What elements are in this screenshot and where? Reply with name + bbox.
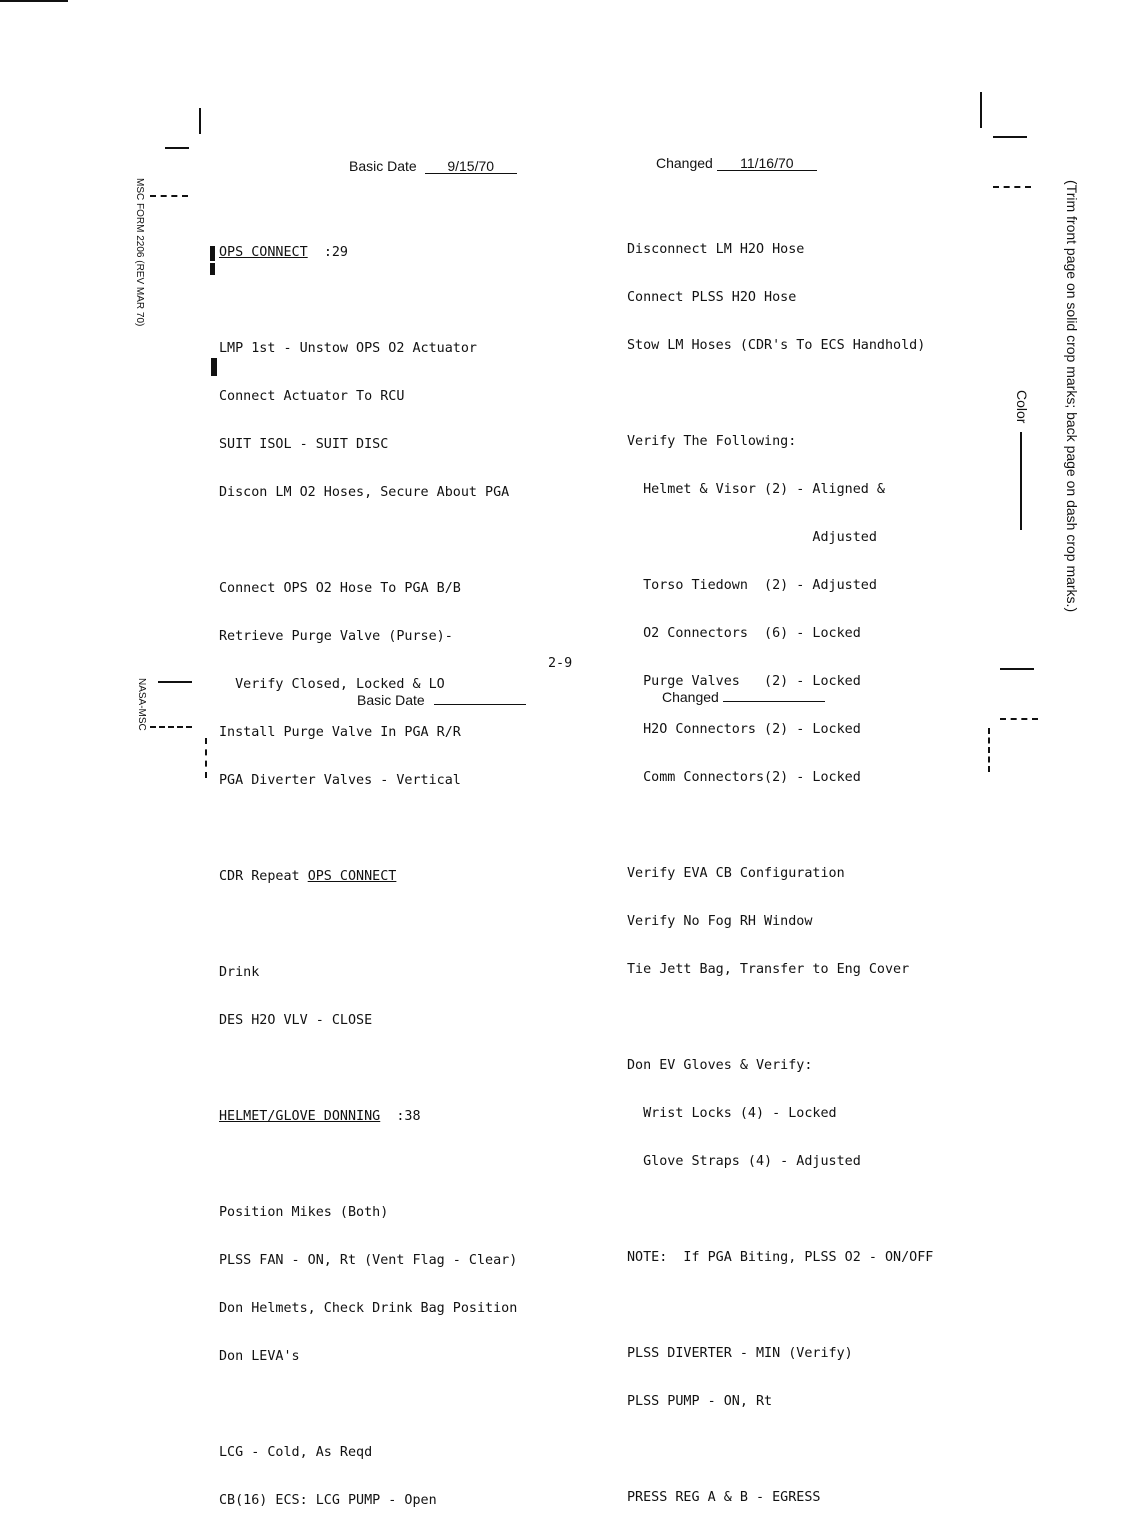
list-item: Connect Actuator To RCU <box>219 389 405 404</box>
cdr-repeat-line <box>219 869 517 885</box>
changed-label: Changed <box>656 155 713 171</box>
list-item: SUIT ISOL - SUIT DISC <box>219 437 389 452</box>
ops-connect-heading <box>219 245 517 261</box>
list-item: PLSS FAN - ON, Rt (Vent Flag - Clear) <box>219 1253 518 1268</box>
form-id: MSC FORM 2206 (REV MAR 70) <box>134 178 145 327</box>
changed-value: 11/16/70 <box>717 157 817 171</box>
crop-mark-dash <box>150 726 192 728</box>
header-changed <box>656 155 817 171</box>
list-item: Glove Straps (4) - Adjusted <box>627 1154 861 1169</box>
change-bar <box>210 246 215 261</box>
change-bar <box>210 263 215 275</box>
list-item: LMP 1st - Unstow OPS O2 Actuator <box>219 341 477 356</box>
list-item: Verify No Fog RH Window <box>627 914 813 929</box>
list-item: LCG - Cold, As Reqd <box>219 1445 373 1460</box>
helmet-heading <box>219 1109 517 1125</box>
trim-note: (Trim front page on solid crop marks; back page on dash crop marks.) <box>1064 180 1080 613</box>
list-item: Position Mikes (Both) <box>219 1205 389 1220</box>
crop-mark-dash <box>205 738 207 778</box>
crop-mark-dash <box>993 186 1031 188</box>
footer-changed-field <box>723 701 825 702</box>
list-item: Tie Jett Bag, Transfer to Eng Cover <box>627 962 910 977</box>
list-item: Torso Tiedown (2) - Adjusted <box>627 578 877 593</box>
footer-basic-date <box>357 692 526 708</box>
list-item: Don EV Gloves & Verify: <box>627 1058 813 1073</box>
basic-date-value: 9/15/70 <box>425 160 517 174</box>
right-column <box>627 210 933 1522</box>
list-item: Retrieve Purge Valve (Purse)- <box>219 629 453 644</box>
list-item: DES H2O VLV - CLOSE <box>219 1013 373 1028</box>
color-rule <box>1020 432 1022 530</box>
header-basic-date <box>349 158 517 174</box>
list-item: O2 Connectors (6) - Locked <box>627 626 861 641</box>
agency-label: NASA-MSC <box>136 678 147 731</box>
list-item: Verify The Following: <box>627 434 797 449</box>
crop-mark-dash <box>988 728 990 772</box>
ops-time: :29 <box>323 245 348 260</box>
list-item: Drink <box>219 965 260 980</box>
list-item: Purge Valves (2) - Locked <box>627 674 861 689</box>
list-item: Discon LM O2 Hoses, Secure About PGA <box>219 485 510 500</box>
cdr-repeat-ref: OPS CONNECT <box>307 869 397 884</box>
crop-mark <box>165 147 189 149</box>
footer-changed <box>662 689 825 705</box>
basic-date-label: Basic Date <box>349 158 417 174</box>
crop-mark <box>199 108 201 134</box>
list-item: Install Purge Valve In PGA R/R <box>219 725 461 740</box>
helmet-time: :38 <box>396 1109 421 1124</box>
footer-basic-date-label: Basic Date <box>357 692 425 708</box>
list-item: Disconnect LM H2O Hose <box>627 242 805 257</box>
list-item: Stow LM Hoses (CDR's To ECS Handhold) <box>627 338 926 353</box>
list-item: Helmet & Visor (2) - Aligned & <box>627 482 885 497</box>
list-item: PLSS PUMP - ON, Rt <box>627 1394 773 1409</box>
list-item: Connect OPS O2 Hose To PGA B/B <box>219 581 461 596</box>
change-bar <box>211 358 217 376</box>
footer-changed-label: Changed <box>662 689 719 705</box>
list-item: Comm Connectors(2) - Locked <box>627 770 861 785</box>
list-item: PGA Diverter Valves - Vertical <box>219 773 461 788</box>
crop-mark-dash <box>150 195 188 197</box>
list-item: Verify Closed, Locked & LO <box>219 677 445 692</box>
crop-mark <box>993 136 1027 138</box>
list-item: Don Helmets, Check Drink Bag Position <box>219 1301 518 1316</box>
cdr-repeat-label: CDR Repeat <box>219 869 300 884</box>
list-item: Don LEVA's <box>219 1349 300 1364</box>
list-item: CB(16) ECS: LCG PUMP - Open <box>219 1493 437 1508</box>
crop-mark <box>1000 668 1034 670</box>
color-label: Color <box>1014 390 1030 424</box>
note-line: NOTE: If PGA Biting, PLSS O2 - ON/OFF <box>627 1250 934 1265</box>
list-item: Verify EVA CB Configuration <box>627 866 845 881</box>
corner-rule <box>0 0 68 2</box>
crop-mark-dash <box>1000 718 1038 720</box>
list-item: Wrist Locks (4) - Locked <box>627 1106 837 1121</box>
list-item: Adjusted <box>627 530 877 545</box>
list-item: Connect PLSS H2O Hose <box>627 290 797 305</box>
left-column <box>219 213 517 1525</box>
crop-mark <box>980 92 982 128</box>
press-line: PRESS REG A & B - EGRESS <box>627 1490 821 1505</box>
list-item: H2O Connectors (2) - Locked <box>627 722 861 737</box>
list-item: PLSS DIVERTER - MIN (Verify) <box>627 1346 853 1361</box>
ops-title: OPS CONNECT <box>219 245 308 260</box>
page-number: 2-9 <box>548 656 573 671</box>
crop-mark <box>158 681 192 683</box>
helmet-title: HELMET/GLOVE DONNING <box>219 1109 381 1124</box>
footer-basic-date-field <box>434 704 526 705</box>
